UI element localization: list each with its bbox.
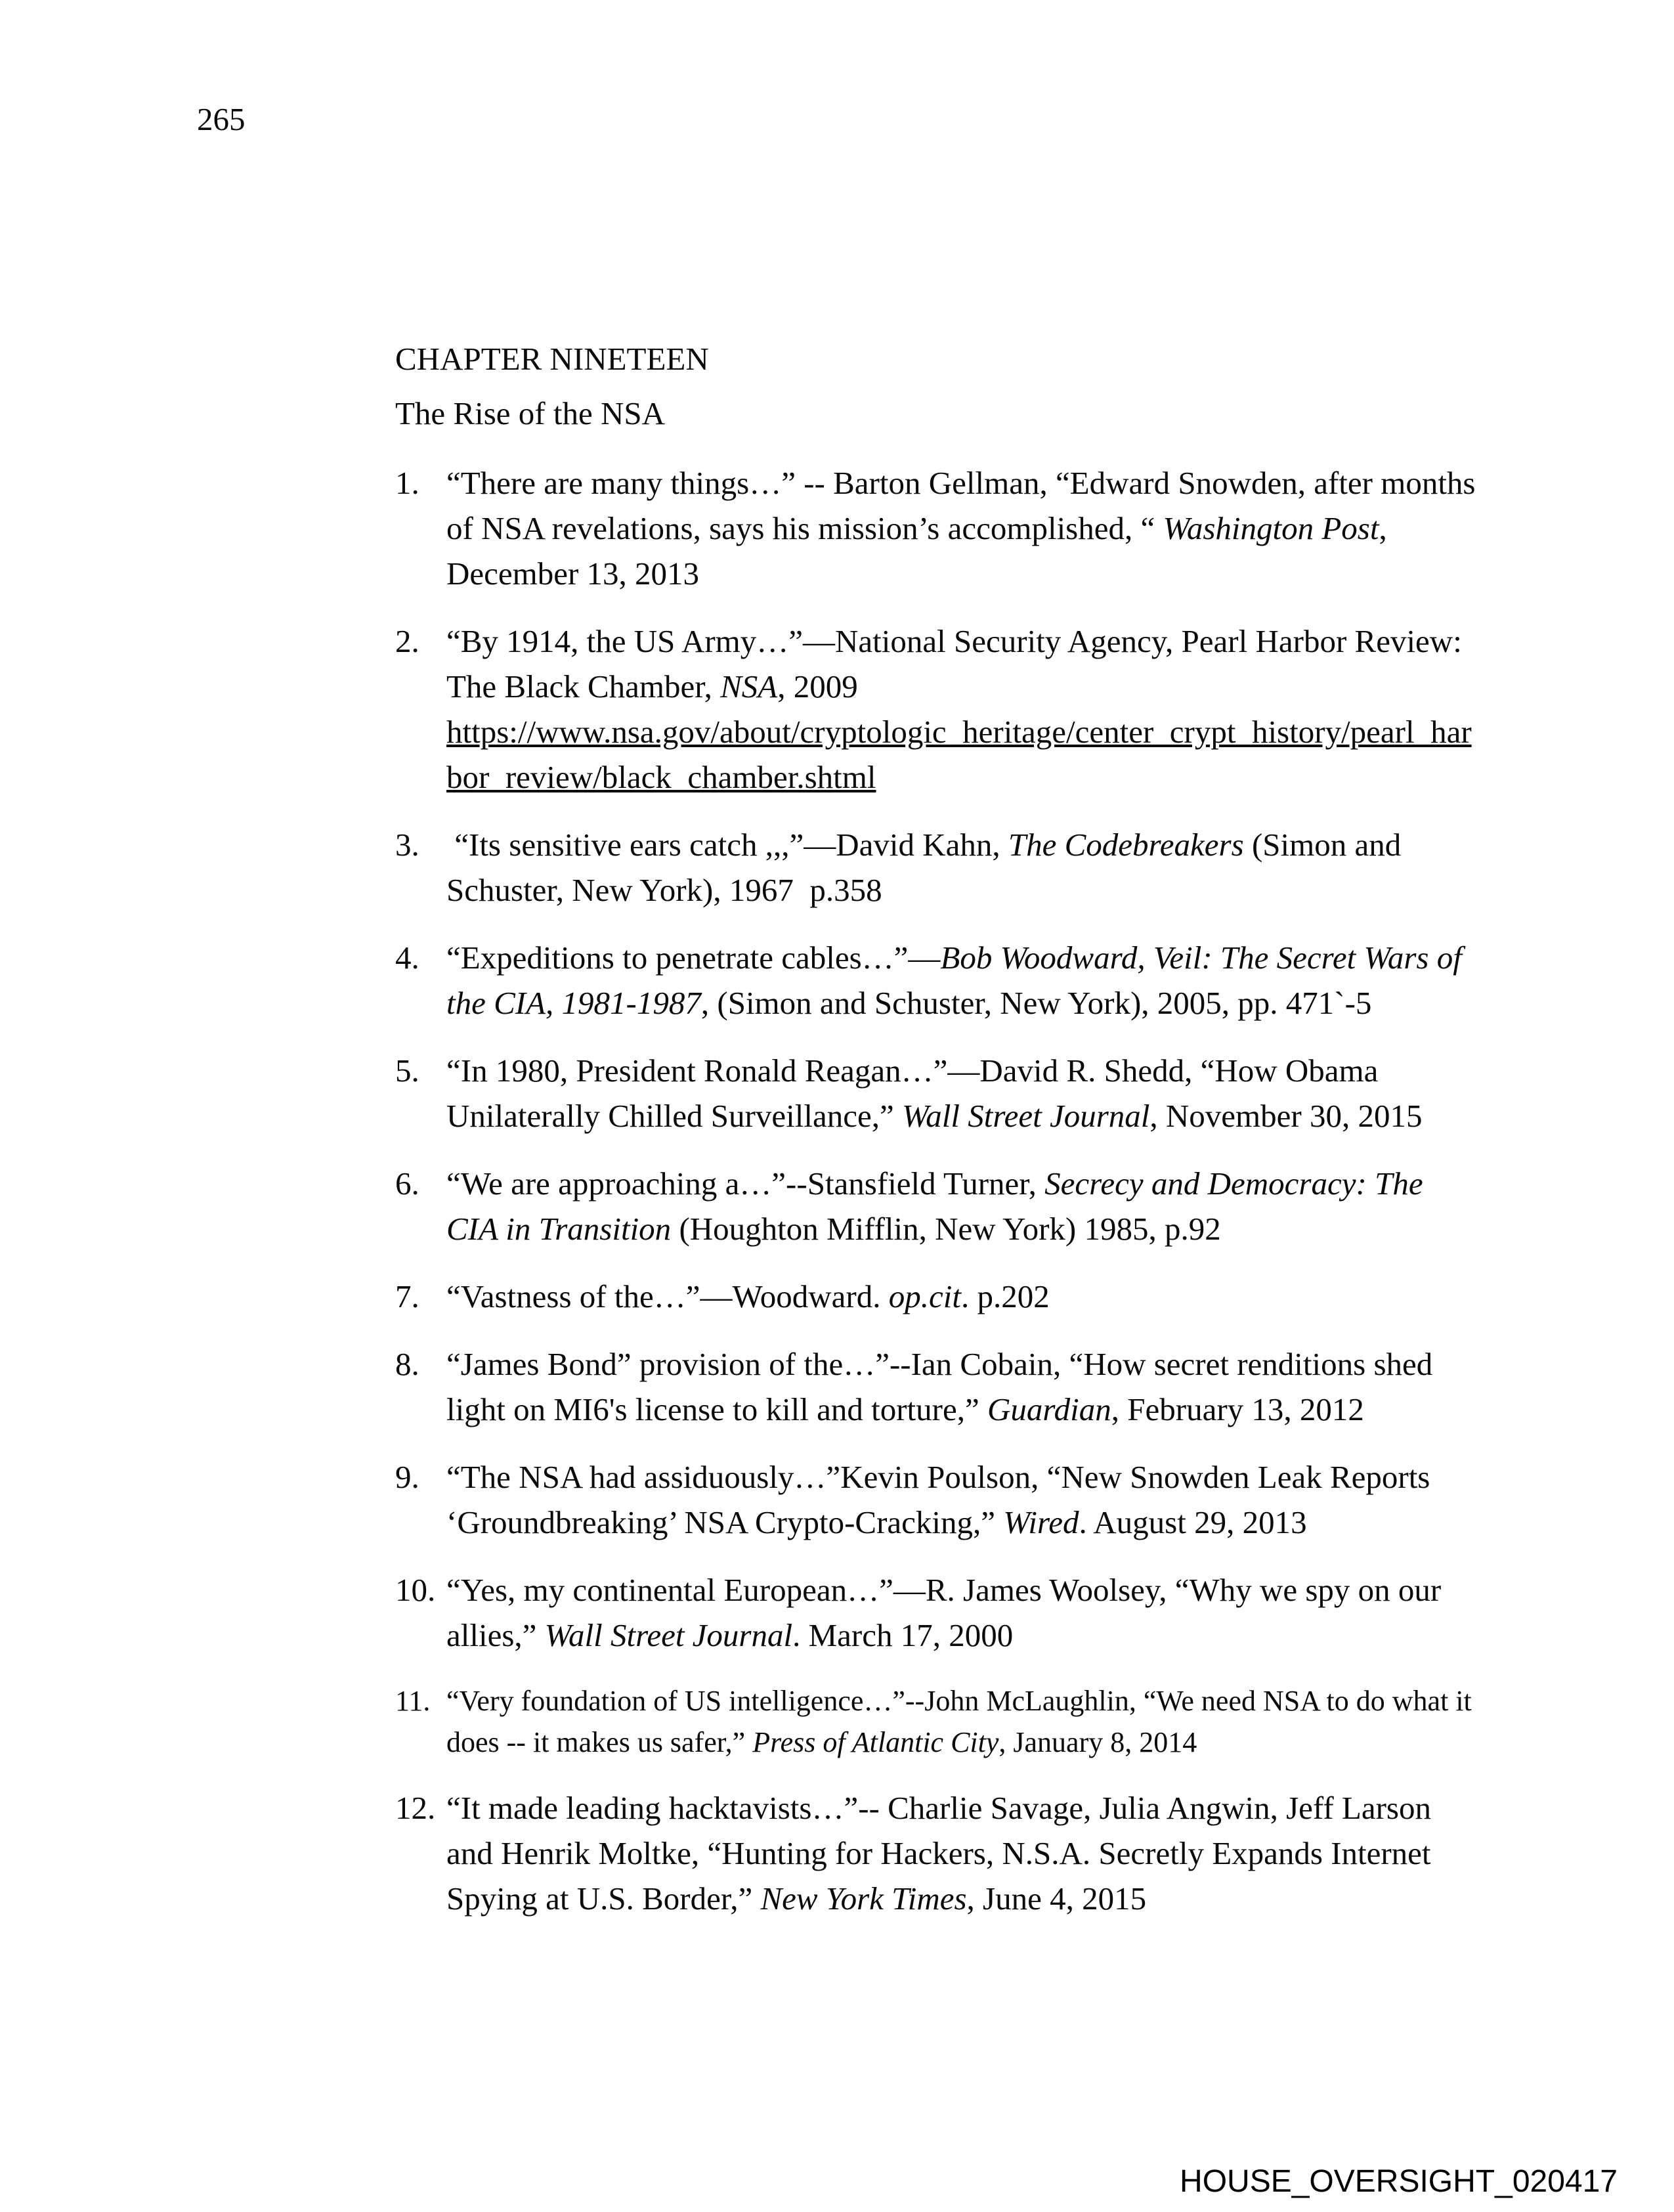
note-text bbox=[446, 935, 1480, 1026]
plain-text: “We are approaching a…”--Stansfield Turner, bbox=[446, 1165, 1045, 1202]
note-text bbox=[446, 460, 1484, 596]
note-number: 1. bbox=[395, 465, 419, 501]
italic-text: The Codebreakers bbox=[1008, 827, 1244, 863]
plain-text: “Yes, my continental European…”—R. James Woolsey, “Why we spy on our allies,” bbox=[446, 1572, 1449, 1653]
page-number: 265 bbox=[197, 101, 246, 137]
plain-text: “There are many things…” -- Barton Gellman, “Edward Snowden, after months of NSA revelations, says his mission’s accomplished, “ bbox=[446, 465, 1484, 546]
note-item bbox=[395, 1048, 1480, 1139]
italic-text: Bob Woodward, Veil: The Secret Wars of the CIA, 1981-1987 bbox=[446, 940, 1470, 1021]
plain-text: , (Simon and Schuster, New York), 2005, pp. 471`-5 bbox=[700, 985, 1372, 1021]
italic-text: Secrecy and Democracy: The CIA in Transition bbox=[446, 1165, 1431, 1247]
plain-text: , December 13, 2013 bbox=[446, 510, 1395, 592]
plain-text: (Houghton Mifflin, New York) 1985, p.92 bbox=[671, 1211, 1221, 1247]
note-text bbox=[446, 1785, 1480, 1921]
note-text bbox=[446, 1048, 1480, 1139]
plain-text: , November 30, 2015 bbox=[1149, 1098, 1423, 1134]
note-item bbox=[395, 1785, 1480, 1921]
note-number: 4. bbox=[395, 940, 419, 976]
content-block bbox=[395, 336, 1484, 1943]
note-number: 12. bbox=[395, 1790, 436, 1826]
plain-text: . March 17, 2000 bbox=[792, 1617, 1014, 1653]
plain-text: . August 29, 2013 bbox=[1079, 1504, 1307, 1540]
italic-text: Wired bbox=[1003, 1504, 1079, 1540]
note-item bbox=[395, 1161, 1480, 1251]
plain-text: , June 4, 2015 bbox=[966, 1880, 1147, 1917]
note-text bbox=[446, 1680, 1480, 1763]
note-text bbox=[446, 822, 1480, 913]
note-number: 3. bbox=[395, 827, 419, 863]
plain-text: “James Bond” provision of the…”--Ian Cobain, “How secret renditions shed light on MI6's license to kill and torture,” bbox=[446, 1346, 1441, 1427]
note-number: 9. bbox=[395, 1459, 419, 1495]
notes-list bbox=[395, 460, 1484, 1921]
note-text bbox=[446, 1567, 1480, 1658]
plain-text: “Expeditions to penetrate cables…”— bbox=[446, 940, 941, 976]
citation-link[interactable]: https://www.nsa.gov/about/cryptologic_heritage/center_crypt_history/pearl_harbor_review/black_chamber.shtml bbox=[446, 714, 1472, 795]
footer-stamp: HOUSE_OVERSIGHT_020417 bbox=[1180, 2164, 1618, 2199]
note-number: 10. bbox=[395, 1572, 436, 1608]
note-text bbox=[446, 1454, 1480, 1545]
note-item bbox=[395, 618, 1480, 800]
italic-text: Wall Street Journal bbox=[901, 1098, 1150, 1134]
plain-text: “Vastness of the…”—Woodward. bbox=[446, 1278, 889, 1314]
italic-text: Guardian bbox=[987, 1391, 1111, 1427]
plain-text: (Simon and Schuster, New York), 1967 p.358 bbox=[446, 827, 1409, 908]
plain-text: , January 8, 2014 bbox=[998, 1726, 1197, 1758]
note-number: 6. bbox=[395, 1165, 419, 1202]
note-item bbox=[395, 1341, 1480, 1432]
note-number: 5. bbox=[395, 1052, 419, 1089]
note-item bbox=[395, 460, 1484, 596]
italic-text: New York Times bbox=[760, 1880, 967, 1917]
note-item bbox=[395, 935, 1480, 1026]
plain-text: , 2009 bbox=[777, 668, 858, 705]
note-item bbox=[395, 1454, 1480, 1545]
note-number: 2. bbox=[395, 623, 419, 659]
plain-text: “The NSA had assiduously…”Kevin Poulson, “New Snowden Leak Reports ‘Groundbreaking’ NSA Crypto-Cracking,” bbox=[446, 1459, 1438, 1540]
note-text bbox=[446, 1274, 1480, 1319]
note-text bbox=[446, 618, 1480, 800]
note-item bbox=[395, 1680, 1480, 1763]
italic-text: Press of Atlantic City bbox=[752, 1726, 999, 1758]
note-number: 8. bbox=[395, 1346, 419, 1382]
chapter-heading: CHAPTER NINETEEN bbox=[395, 341, 709, 377]
plain-text: “Very foundation of US intelligence…”--John McLaughlin, “We need NSA to do what it does -- it makes us safer,” bbox=[446, 1685, 1479, 1758]
plain-text: . p.202 bbox=[960, 1278, 1050, 1314]
note-number: 11. bbox=[395, 1685, 431, 1717]
note-item bbox=[395, 1274, 1480, 1319]
note-text bbox=[446, 1161, 1480, 1251]
plain-text: “It made leading hacktavists…”-- Charlie Savage, Julia Angwin, Jeff Larson and Henrik Moltke, “Hunting for Hackers, N.S.A. Secretly Expands Internet Spying at U.S. Border,” bbox=[446, 1790, 1440, 1917]
note-item bbox=[395, 1567, 1480, 1658]
italic-text: NSA bbox=[720, 668, 778, 705]
plain-text: , February 13, 2012 bbox=[1111, 1391, 1364, 1427]
italic-text: Washington Post bbox=[1163, 510, 1379, 546]
plain-text: “In 1980, President Ronald Reagan…”—David R. Shedd, “How Obama Unilaterally Chilled Surveillance,” bbox=[446, 1052, 1386, 1134]
plain-text: “Its sensitive ears catch ,,,”—David Kahn, bbox=[446, 827, 1008, 863]
note-text bbox=[446, 1341, 1480, 1432]
note-number: 7. bbox=[395, 1278, 419, 1314]
italic-text: op.cit bbox=[888, 1278, 961, 1314]
plain-text: “By 1914, the US Army…”—National Security Agency, Pearl Harbor Review: The Black Chamber, bbox=[446, 623, 1470, 705]
chapter-subheading: The Rise of the NSA bbox=[395, 395, 665, 431]
italic-text: Wall Street Journal bbox=[544, 1617, 793, 1653]
note-item bbox=[395, 822, 1480, 913]
